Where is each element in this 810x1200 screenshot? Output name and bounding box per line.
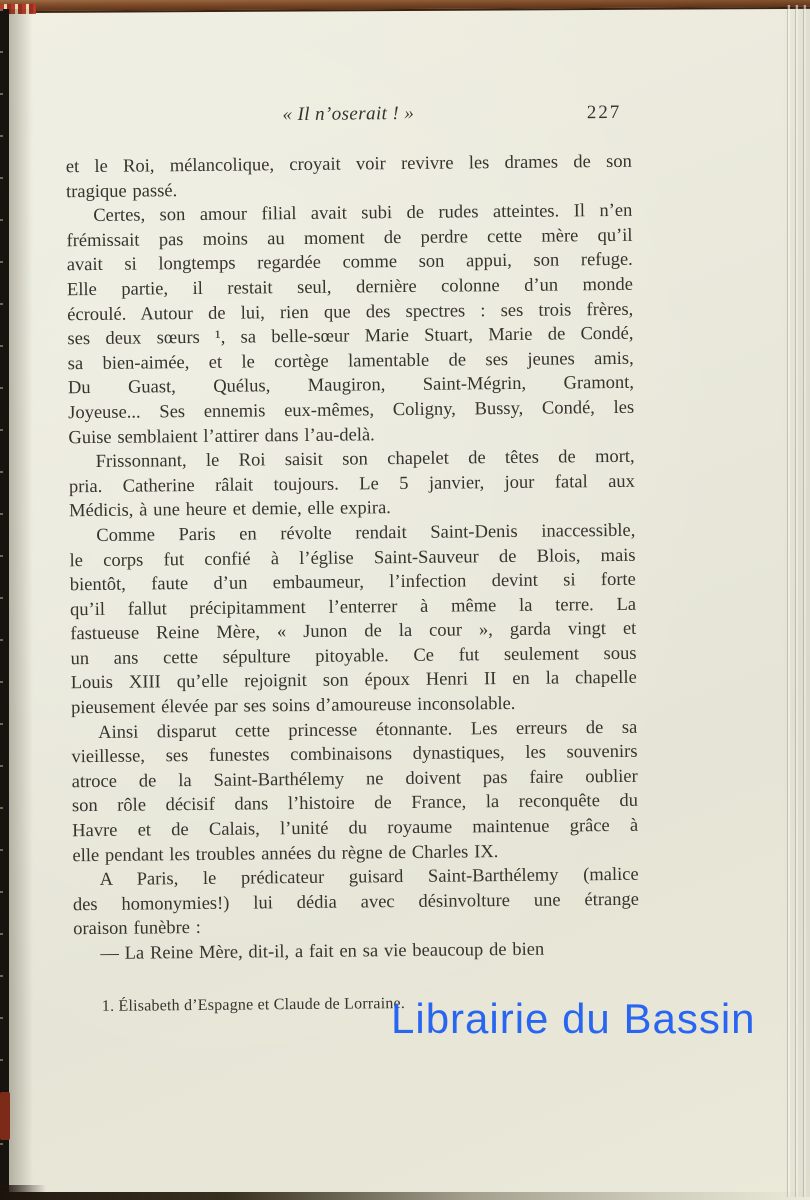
text-line: Frissonnant, le Roi saisit son chapelet de têtes de mort, bbox=[95, 446, 635, 473]
text-line: Joyeuse... Ses ennemis eux-mêmes, Coligny, Bussy, Condé, les bbox=[68, 397, 635, 424]
text-line: Médicis, à une heure et demie, elle expira. bbox=[69, 498, 391, 522]
text-line: Elle partie, il restait seul, dernière colonne d’un monde bbox=[66, 274, 634, 301]
text-line: Havre et de Calais, l’unité du royaume maintenue grâce à bbox=[72, 815, 639, 842]
text-line: atroce de la Saint-Barthélemy ne doivent pas faire oublier bbox=[71, 766, 638, 793]
text-line: tragique passé. bbox=[65, 180, 178, 202]
text-line: — La Reine Mère, dit-il, a fait en sa vie beaucoup de bien bbox=[100, 939, 545, 964]
text-line: pria. Catherine râlait toujours. Le 5 janvier, jour fatal aux bbox=[68, 471, 635, 497]
text-line: Du Guast, Quélus, Maugiron, Saint-Mégrin, Gramont, bbox=[67, 373, 635, 399]
running-title: « Il n’oserait ! » bbox=[282, 102, 415, 126]
page-number: 227 bbox=[586, 101, 622, 124]
watermark-text: Librairie du Bassin bbox=[391, 995, 756, 1042]
text-line: ses deux sœurs ¹, sa belle-sœur Marie Stuart, Marie de Condé, bbox=[67, 323, 634, 350]
text-line: Louis XIII qu’elle rejoignit son époux Henri II en la chapelle bbox=[70, 668, 637, 694]
text-line: Comme Paris en révolte rendait Saint-Denis inaccessible, bbox=[96, 520, 636, 546]
text-line: Ainsi disparut cette princesse étonnante. Les erreurs de sa bbox=[98, 717, 638, 743]
text-line: sa bien-aimée, et le cortège lamentable de ses jeunes amis, bbox=[67, 348, 634, 374]
text-line: écroulé. Autour de lui, rien que des spectres : ses trois frères, bbox=[67, 299, 634, 325]
text-line: oraison funèbre : bbox=[73, 918, 201, 940]
text-line: un ans cette sépulture pitoyable. Ce fut seulement sous bbox=[70, 643, 637, 670]
text-line: qu’il fallut précipitamment l’enterrer à même la terre. La bbox=[69, 594, 637, 620]
text-line: son rôle décisif dans l’histoire de France, la reconquête du bbox=[71, 791, 639, 817]
text-line: elle pendant les troubles années du règne de Charles IX. bbox=[72, 841, 499, 866]
text-line: bientôt, faute d’un embaumeur, l’infection devint si forte bbox=[69, 569, 636, 596]
text-line: des homonymies!) lui dédia avec désinvolture une étrange bbox=[72, 889, 639, 916]
footnote: 1. Élisabeth d’Espagne et Claude de Lorraine. bbox=[101, 995, 406, 1015]
text-block bbox=[66, 150, 640, 967]
text-line: le corps fut confié à l’église Saint-Sauveur de Blois, mais bbox=[69, 545, 636, 571]
page-header bbox=[65, 101, 631, 128]
text-line: Guise semblaient l’attirer dans l’au-delà. bbox=[68, 424, 375, 448]
text-line: Certes, son amour filial avait subi de rudes atteintes. Il n’en bbox=[93, 200, 633, 227]
text-line: avait si longtemps regardée comme son appui, son refuge. bbox=[66, 250, 633, 276]
text-line: A Paris, le prédicateur guisard Saint-Barthélemy (malice bbox=[99, 864, 639, 891]
text-line: pieusement élevée par ses soins d’amoureuse inconsolable. bbox=[70, 694, 516, 719]
text-line: vieillesse, ses funestes combinaisons dynastiques, les souvenirs bbox=[71, 742, 638, 768]
text-line: frémissait pas moins au moment de perdre cette mère qu’il bbox=[66, 225, 633, 252]
text-line: et le Roi, mélancolique, croyait voir revivre les drames de son bbox=[65, 151, 632, 178]
text-line: fastueuse Reine Mère, « Junon de la cour », garda vingt et bbox=[70, 619, 637, 645]
